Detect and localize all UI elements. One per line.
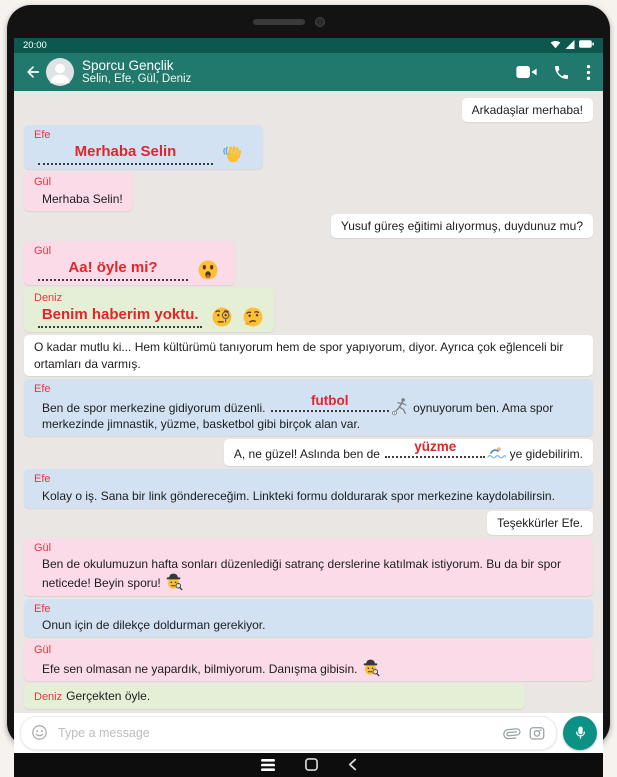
thinking-face-emoji	[242, 306, 264, 328]
message-row	[24, 335, 593, 375]
screen	[14, 38, 603, 739]
message-text	[34, 688, 515, 704]
text-segment: Gerçekten öyle.	[66, 689, 151, 704]
text-segment: Teşekkürler Efe.	[496, 515, 583, 530]
chat-area[interactable]	[14, 91, 603, 713]
sender-label: Deniz	[34, 691, 63, 704]
message-input-pill[interactable]	[20, 716, 557, 750]
speaker-grille-icon	[253, 19, 305, 25]
astonished-face-emoji	[197, 259, 219, 281]
message-row	[24, 288, 593, 332]
sender-label: Gül	[34, 176, 52, 189]
fill-in-blank	[38, 143, 213, 165]
group-avatar[interactable]	[46, 58, 74, 86]
blank-answer: Merhaba Selin	[74, 143, 177, 161]
battery-icon	[579, 40, 594, 51]
text-segment: Onun için de dilekçe doldurman gerekiyor.	[42, 617, 266, 632]
message-row	[24, 172, 593, 210]
chat-bubble[interactable]	[24, 241, 235, 285]
text-segment: O kadar mutlu ki... Hem kültürümü tanıyorum hem de spor yapıyorum, diyor. Ayrıca çok eğlenceli bir ortamları da varmış.	[34, 340, 564, 371]
message-text	[233, 439, 583, 462]
chat-bubble[interactable]	[331, 214, 593, 238]
waving-hand-emoji	[222, 143, 244, 165]
text-segment: Yusuf güreş eğitimi alıyormuş, duydunuz mu?	[340, 218, 583, 233]
chat-bubble[interactable]	[24, 684, 525, 708]
message-text	[34, 259, 225, 281]
message-text	[341, 218, 583, 234]
text-segment: Kolay o iş. Sana bir link göndereceğim. Linkteki formu doldurarak spor merkezine kaydolabilirsin.	[42, 488, 555, 503]
camera-icon[interactable]	[528, 724, 546, 742]
message-row	[24, 125, 593, 169]
message-row	[24, 511, 593, 535]
text-segment: Arkadaşlar merhaba!	[471, 103, 583, 117]
message-row	[24, 599, 593, 637]
status-bar	[14, 38, 603, 53]
sender-label: Efe	[34, 129, 51, 142]
chat-bubble[interactable]	[24, 288, 274, 332]
menu-dots-button[interactable]	[586, 64, 591, 81]
text-segment: ye gidebilirim.	[506, 447, 583, 462]
chat-header	[14, 53, 603, 91]
message-text	[34, 143, 253, 165]
fill-in-blank	[385, 439, 485, 458]
detective-emoji	[361, 658, 380, 677]
sender-label: Gül	[34, 643, 52, 656]
message-text	[34, 488, 583, 504]
message-text	[472, 102, 583, 118]
message-row	[24, 214, 593, 238]
message-text	[34, 191, 123, 207]
message-row	[24, 379, 593, 437]
message-row	[24, 439, 593, 466]
message-input[interactable]	[56, 725, 494, 741]
soccer-player-emoji	[391, 397, 410, 416]
paperclip-icon[interactable]	[502, 724, 520, 742]
message-text	[34, 658, 583, 677]
clock: 20:00	[23, 40, 47, 51]
chat-bubble[interactable]	[24, 125, 263, 169]
message-text	[34, 392, 583, 432]
text-segment: Merhaba Selin!	[42, 191, 123, 206]
front-camera-icon	[315, 17, 325, 27]
voice-call-button[interactable]	[553, 64, 570, 81]
monocle-face-emoji	[211, 306, 233, 328]
blank-answer: Aa! öyle mi?	[68, 258, 158, 276]
message-text	[34, 339, 583, 371]
chat-bubble[interactable]	[24, 640, 593, 681]
sender-label: Efe	[34, 382, 51, 395]
text-segment: Ben de okulumuzun hafta sonları düzenlediği satranç derslerine katılmak istiyorum. Bu da bir spor neticede! Beyin sporu!	[42, 557, 561, 591]
message-row	[24, 640, 593, 681]
sender-label: Efe	[34, 473, 51, 486]
chat-title: Sporcu Gençlik	[82, 57, 174, 73]
swimmer-emoji	[487, 443, 506, 462]
message-text	[34, 556, 583, 591]
blank-answer: yüzme	[414, 439, 457, 455]
chat-bubble[interactable]	[462, 98, 593, 122]
fill-in-blank	[38, 259, 188, 281]
message-text	[497, 515, 583, 531]
signal-icon	[565, 40, 575, 52]
menu-lines-button[interactable]	[261, 759, 275, 771]
recents-square-button[interactable]	[305, 758, 318, 771]
blank-answer: Benim haberim yoktu.	[41, 306, 199, 324]
fill-in-blank	[271, 392, 389, 412]
message-composer	[14, 713, 603, 753]
chat-bubble[interactable]	[24, 335, 593, 375]
text-segment: Efe sen olmasan ne yapardık, bilmiyorum. Danışma gibisin.	[42, 662, 361, 677]
text-segment: oynuyorum ben. Ama spor merkezinde jimnastik, yüzme, basketbol gibi birçok alan var.	[42, 400, 554, 432]
chat-bubble[interactable]	[24, 538, 593, 596]
chat-titles[interactable]	[82, 58, 516, 87]
text-segment: A, ne güzel! Aslında ben de	[233, 447, 384, 462]
text-segment: Ben de spor merkezine gidiyorum düzenli.	[42, 400, 269, 415]
sender-label: Gül	[34, 244, 52, 257]
emoji-smiley-icon[interactable]	[31, 724, 48, 741]
chat-bubble[interactable]	[487, 511, 593, 535]
chat-bubble[interactable]	[24, 172, 133, 210]
tablet-device	[7, 5, 610, 747]
chat-members: Selin, Efe, Gül, Deniz	[82, 73, 192, 86]
detective-emoji	[164, 572, 183, 591]
message-row	[24, 469, 593, 507]
chat-bubble[interactable]	[24, 379, 593, 437]
wifi-icon	[550, 40, 561, 52]
message-row	[24, 241, 593, 285]
message-row	[24, 684, 593, 708]
android-navbar	[14, 753, 603, 777]
sender-label: Gül	[34, 542, 52, 554]
message-text	[34, 617, 583, 633]
chat-bubble[interactable]	[224, 439, 593, 466]
chat-bubble[interactable]	[24, 469, 593, 507]
mic-button[interactable]	[563, 716, 597, 750]
message-row	[24, 538, 593, 596]
back-button[interactable]	[22, 61, 44, 83]
back-chevron-button[interactable]	[348, 758, 357, 771]
message-text	[34, 306, 264, 328]
message-row	[24, 98, 593, 122]
sender-label: Efe	[34, 602, 51, 615]
chat-bubble[interactable]	[24, 599, 593, 637]
top-bezel	[7, 5, 610, 38]
video-call-button[interactable]	[516, 65, 537, 79]
sender-label: Deniz	[34, 292, 63, 305]
fill-in-blank	[38, 306, 202, 328]
blank-answer: futbol	[311, 392, 349, 408]
